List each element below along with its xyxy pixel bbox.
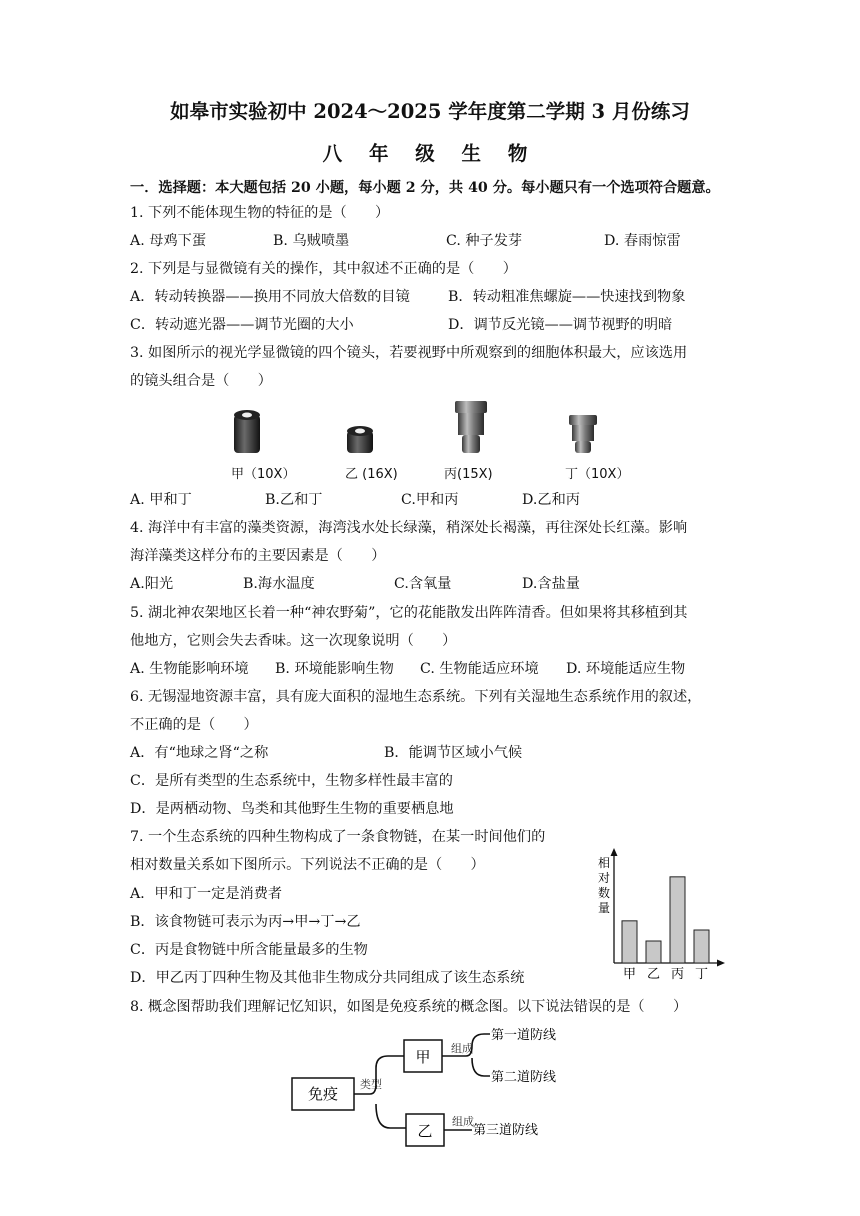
q1-option-c: C. 种子发芽 — [446, 233, 523, 249]
q3-option-b: B.乙和丁 — [265, 492, 323, 508]
node-jia: 甲 — [415, 1048, 431, 1066]
page-subtitle: 八 年 级 生 物 — [322, 142, 538, 165]
q1-option-b: B. 乌贼喷墨 — [273, 233, 350, 249]
q7-option-a: A．甲和丁一定是消费者 — [130, 886, 283, 902]
q7-option-c: C．丙是食物链中所含能量最多的生物 — [130, 942, 368, 958]
q1-option-d: D. 春雨惊雷 — [604, 233, 681, 249]
node-yi: 乙 — [417, 1122, 433, 1140]
lens-label-bing: 丙(15X) — [444, 467, 493, 482]
q6-stem-line1: 6. 无锡湿地资源丰富，具有庞大面积的湿地生态系统。下列有关湿地生态系统作用的叙述， — [130, 689, 702, 705]
q3-stem-line2: 的镜头组合是（ ） — [130, 373, 272, 389]
tick-label-乙: 乙 — [646, 967, 661, 980]
page-title: 如皋市实验初中 2024～2025 学年度第二学期 3 月份练习 — [170, 100, 690, 123]
q6-option-a: A．有“地球之肾“之称 — [130, 745, 269, 761]
lens-label-jia: 甲（10X） — [231, 467, 296, 482]
child-first-line: 第一道防线 — [491, 1028, 557, 1043]
q7-stem-line1: 7. 一个生态系统的四种生物构成了一条食物链，在某一时间他们的 — [130, 829, 546, 845]
section-heading: 一．选择题：本大题包括 20 小题，每小题 2 分，共 40 分。每小题只有一个选项符合题意。 — [130, 180, 720, 196]
y-axis-label-char: 量 — [597, 901, 611, 915]
child-second-line: 第二道防线 — [491, 1070, 557, 1085]
q1-stem: 1. 下列不能体现生物的特征的是（ ） — [130, 205, 390, 221]
q6-option-d: D．是两栖动物、鸟类和其他野生生物的重要栖息地 — [130, 801, 454, 817]
q2-option-c: C．转动遮光器——调节光圈的大小 — [130, 317, 354, 333]
q4-option-a: A.阳光 — [130, 576, 174, 592]
q5-option-a: A. 生物能影响环境 — [130, 661, 249, 677]
tick-label-甲: 甲 — [622, 967, 637, 980]
q2-stem: 2. 下列是与显微镜有关的操作，其中叙述不正确的是（ ） — [130, 261, 517, 277]
edge-label-yi: 组成 — [452, 1115, 474, 1128]
q8-stem: 8. 概念图帮助我们理解记忆知识，如图是免疫系统的概念图。以下说法错误的是（ ） — [130, 999, 688, 1015]
q4-option-c: C.含氧量 — [394, 576, 452, 592]
q2-option-d: D．调节反光镜——调节视野的明暗 — [448, 317, 673, 333]
q4-stem-line2: 海洋藻类这样分布的主要因素是（ ） — [130, 548, 386, 564]
bar-丙 — [670, 877, 685, 963]
edge-root-yi — [376, 1104, 406, 1128]
y-axis-label-char: 对 — [597, 871, 611, 885]
immune-concept-diagram — [270, 1018, 590, 1153]
lens-bing-icon — [455, 401, 487, 453]
edge-label-jia: 组成 — [451, 1042, 473, 1055]
x-axis-arrow-icon — [717, 960, 725, 967]
bar-chart — [590, 845, 730, 980]
q5-option-b: B. 环境能影响生物 — [275, 661, 394, 677]
q2-option-b: B．转动粗准焦螺旋——快速找到物象 — [448, 289, 686, 305]
q7-option-d: D．甲乙丙丁四种生物及其他非生物成分共同组成了该生态系统 — [130, 970, 525, 986]
tick-label-丙: 丙 — [670, 967, 685, 980]
q7-stem-line2: 相对数量关系如下图所示。下列说法不正确的是（ ） — [130, 857, 485, 873]
q3-option-d: D.乙和丙 — [522, 492, 580, 508]
bar-甲 — [622, 921, 637, 963]
q5-option-d: D. 环境能适应生物 — [566, 661, 686, 677]
y-axis-arrow-icon — [611, 848, 618, 856]
q2-option-a: A．转动转换器——换用不同放大倍数的目镜 — [130, 289, 410, 305]
q5-stem-line2: 他地方，它则会失去香味。这一次现象说明（ ） — [130, 633, 457, 649]
q3-option-c: C.甲和丙 — [401, 492, 459, 508]
tick-label-丁: 丁 — [694, 967, 709, 980]
bar-乙 — [646, 941, 661, 963]
node-root: 免疫 — [307, 1085, 339, 1103]
q1-option-a: A. 母鸡下蛋 — [130, 233, 207, 249]
lens-yi-icon — [347, 426, 373, 453]
edge-jia-second — [472, 1058, 490, 1076]
q5-stem-line1: 5. 湖北神农架地区长着一种“神农野菊”，它的花能散发出阵阵清香。但如果将其移植到其 — [130, 605, 688, 621]
bar-丁 — [694, 930, 709, 963]
y-axis-label-char: 相 — [597, 856, 611, 870]
q5-option-c: C. 生物能适应环境 — [420, 661, 539, 677]
q3-option-a: A. 甲和丁 — [130, 492, 192, 508]
q3-stem-line1: 3. 如图所示的视光学显微镜的四个镜头，若要视野中所观察到的细胞体积最大，应该选用 — [130, 345, 688, 361]
lens-label-yi: 乙 (16X) — [345, 467, 398, 482]
q4-option-b: B.海水温度 — [243, 576, 315, 592]
lens-ding-icon — [569, 415, 597, 453]
q4-stem-line1: 4. 海洋中有丰富的藻类资源，海湾浅水处长绿藻，稍深处长褐藻，再往深处长红藻。影响 — [130, 520, 688, 536]
edge-label-type: 类型 — [360, 1078, 382, 1091]
lens-label-ding: 丁（10X） — [565, 467, 630, 482]
q6-option-b: B．能调节区域小气候 — [384, 745, 523, 761]
q6-option-c: C．是所有类型的生态系统中，生物多样性最丰富的 — [130, 773, 453, 789]
q7-option-b: B．该食物链可表示为丙→甲→丁→乙 — [130, 914, 361, 930]
child-third-line: 第三道防线 — [473, 1123, 539, 1138]
y-axis-label-char: 数 — [597, 886, 611, 900]
lens-jia-icon — [234, 410, 260, 453]
q4-option-d: D.含盐量 — [522, 576, 580, 592]
lens-figure — [0, 395, 860, 465]
q6-stem-line2: 不正确的是（ ） — [130, 717, 258, 733]
